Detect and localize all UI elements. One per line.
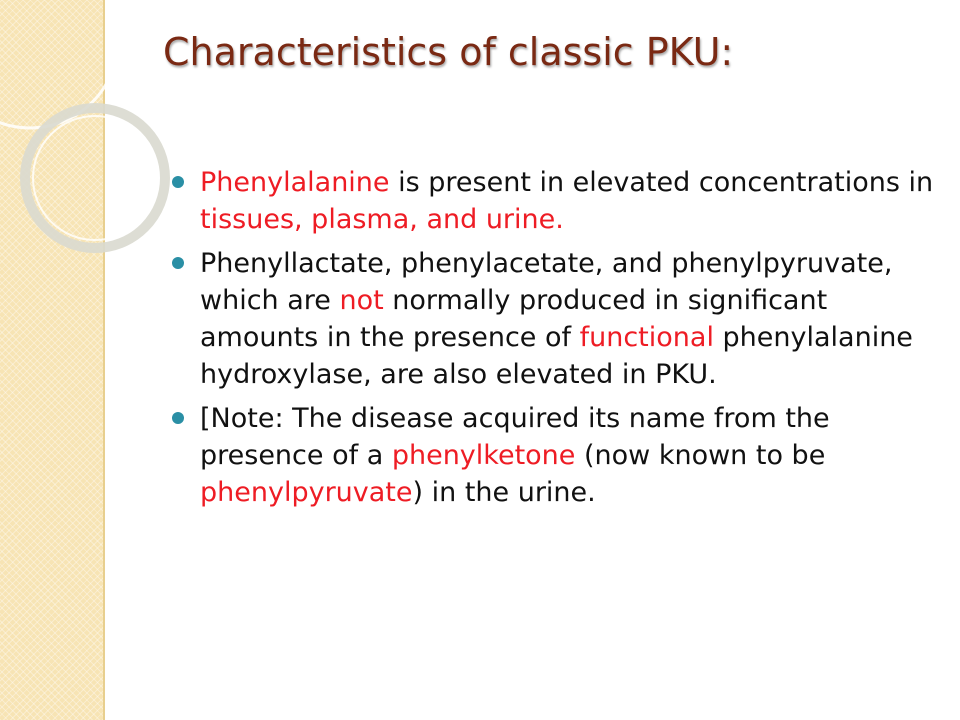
bullet-text-highlight: phenylketone [391,440,576,471]
bullet-text-highlight: not [339,285,384,316]
bullet-text-highlight: phenylpyruvate [200,477,413,508]
bullet-item [172,164,942,238]
bullet-item [172,245,942,393]
bullet-text-highlight: functional [579,322,714,353]
bullet-dot-icon [172,257,184,269]
bullet-text: (now known to be [575,440,826,471]
bullet-text: normally produced in significant amounts in the presence of [200,285,828,353]
bullet-text: phenylalanine hydroxylase, are also elevated in PKU. [200,322,913,390]
bullet-text: ) in the urine. [412,477,596,508]
bullet-dot-icon [172,176,184,188]
bullet-item [172,400,942,511]
decorative-circle-lower [25,108,165,248]
decorative-circle-lower-inner [33,116,157,240]
decorative-circles [0,0,160,300]
bullet-text-highlight: Phenylalanine [200,167,390,198]
bullet-list [172,164,942,518]
slide-title: Characteristics of classic PKU: [163,30,734,74]
bullet-dot-icon [172,412,184,424]
bullet-text: [Note: The disease acquired its name from the presence of a [200,403,830,471]
bullet-text: Phenyllactate, phenylacetate, and phenylpyruvate, which are [200,248,893,316]
bullet-text-highlight: tissues, plasma, and urine. [200,204,564,235]
bullet-text: is present in elevated concentrations in [389,167,934,198]
